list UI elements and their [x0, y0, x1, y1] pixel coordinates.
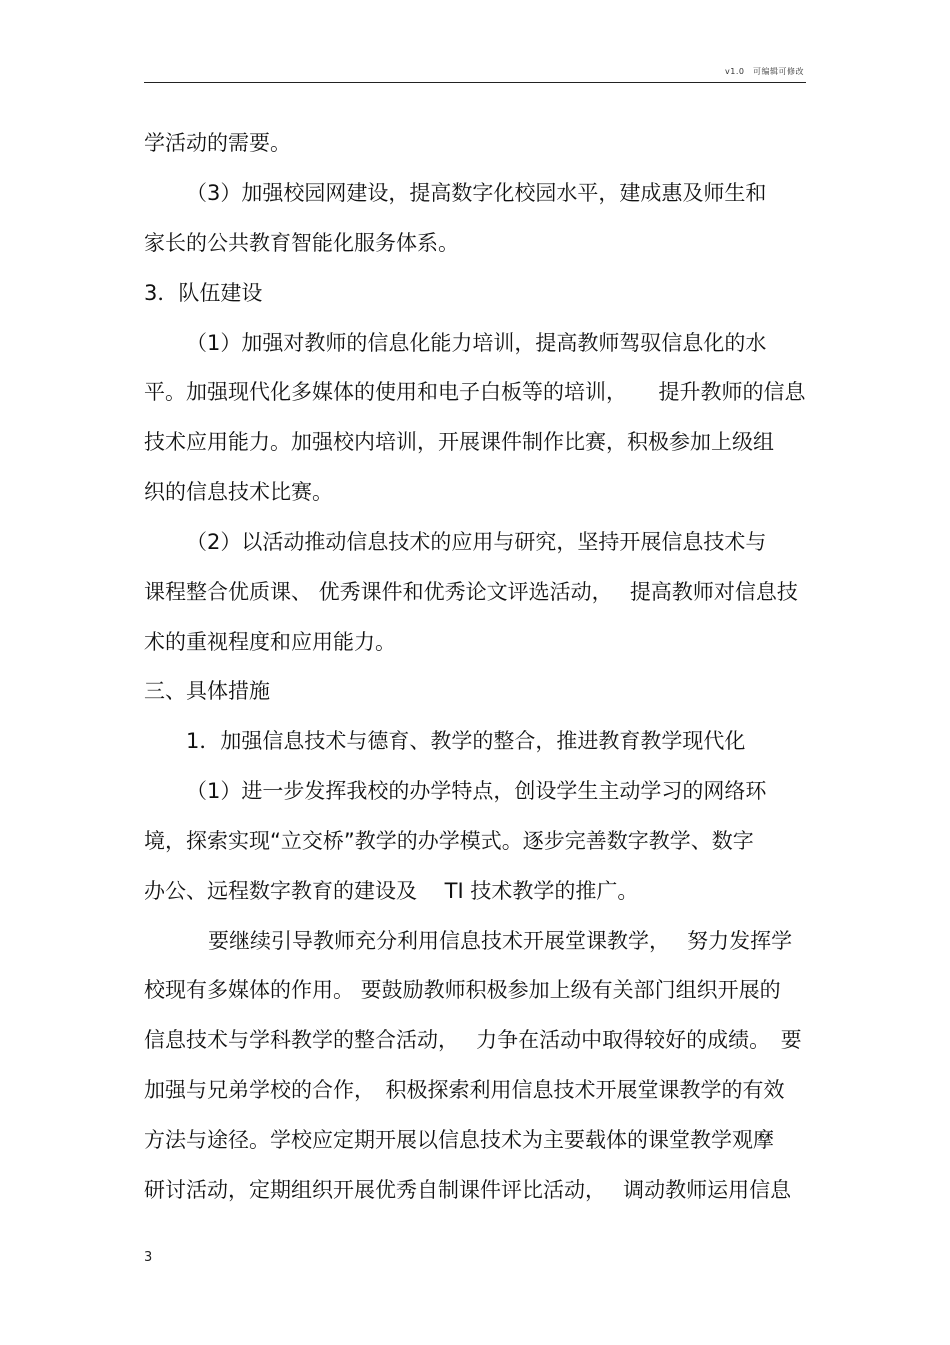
- header-divider: [144, 82, 806, 83]
- text-line: 课程整合优质课、 优秀课件和优秀论文评选活动， 提高教师对信息技: [144, 580, 798, 604]
- text-line: （2）以活动推动信息技术的应用与研究，坚持开展信息技术与: [186, 530, 767, 554]
- text-line: 境，探索实现“立交桥”教学的办学模式。逐步完善数字教学、数字: [144, 829, 754, 853]
- text-line: 学活动的需要。: [144, 131, 291, 155]
- page-number: 3: [144, 1250, 153, 1265]
- text-line: 家长的公共教育智能化服务体系。: [144, 231, 459, 255]
- section-heading: 三、具体措施: [144, 679, 270, 703]
- section-heading: 3．队伍建设: [144, 281, 263, 305]
- text-line: （3）加强校园网建设，提高数字化校园水平，建成惠及师生和: [186, 181, 767, 205]
- text-line: 校现有多媒体的作用。 要鼓励教师积极参加上级有关部门组织开展的: [144, 978, 781, 1002]
- text-line: 要继续引导教师充分利用信息技术开展堂课教学， 努力发挥学: [208, 929, 793, 953]
- text-line: 平。加强现代化多媒体的使用和电子白板等的培训， 提升教师的信息: [144, 380, 806, 404]
- text-line: 研讨活动，定期组织开展优秀自制课件评比活动， 调动教师运用信息: [144, 1178, 792, 1202]
- text-line: 术的重视程度和应用能力。: [144, 630, 396, 654]
- text-line: 办公、远程数字教育的建设及 TI 技术教学的推广。: [144, 879, 639, 903]
- text-line: （1）加强对教师的信息化能力培训，提高教师驾驭信息化的水: [186, 331, 767, 355]
- text-line: 织的信息技术比赛。: [144, 480, 333, 504]
- text-line: 方法与途径。学校应定期开展以信息技术为主要载体的课堂教学观摩: [144, 1128, 774, 1152]
- header-version-label: v1.0 可编辑可修改: [725, 67, 804, 76]
- text-line: 技术应用能力。加强校内培训，开展课件制作比赛，积极参加上级组: [144, 430, 774, 454]
- subsection-heading: 1．加强信息技术与德育、教学的整合，推进教育教学现代化: [186, 729, 746, 753]
- text-line: （1）进一步发挥我校的办学特点，创设学生主动学习的网络环: [186, 779, 767, 803]
- text-line: 信息技术与学科教学的整合活动， 力争在活动中取得较好的成绩。 要: [144, 1028, 802, 1052]
- text-line: 加强与兄弟学校的合作， 积极探索利用信息技术开展堂课教学的有效: [144, 1078, 785, 1102]
